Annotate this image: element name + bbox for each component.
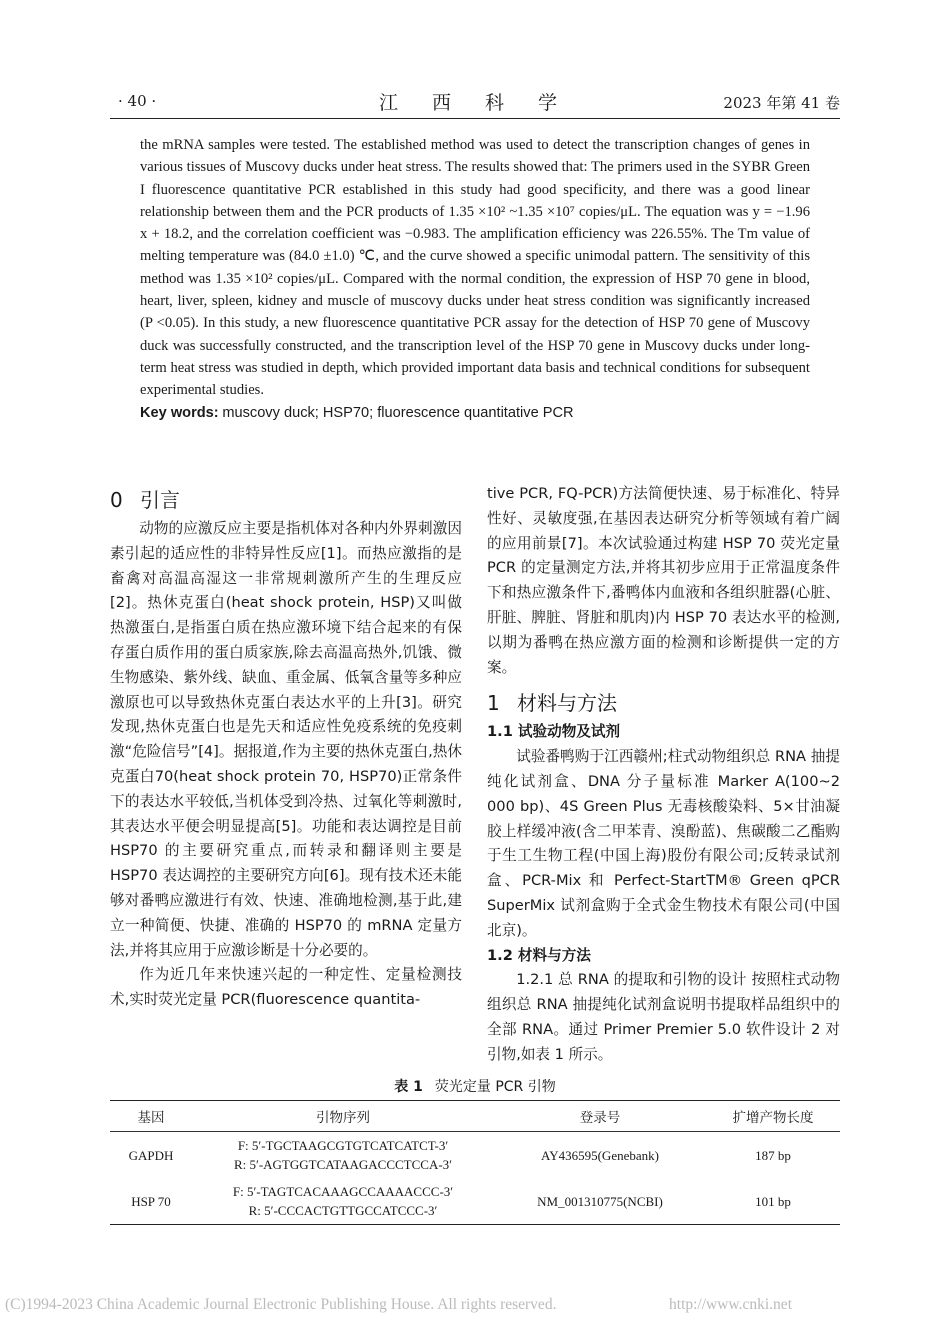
keywords-label: Key words: (140, 404, 219, 421)
section-0-title: 引言 (140, 488, 180, 512)
table-row (110, 1132, 840, 1179)
cell-primer (192, 1178, 494, 1225)
keywords (140, 402, 810, 424)
primer-reverse: R: 5′-CCCACTGTTGCCATCCC-3′ (248, 1203, 438, 1218)
abstract (140, 134, 810, 424)
th-gene: 基因 (110, 1101, 192, 1132)
cell-accession: NM_001310775(NCBI) (537, 1193, 663, 1209)
th-length: 扩增产物长度 (706, 1101, 840, 1132)
cell-accession: AY436595(Genebank) (541, 1147, 659, 1163)
table-caption (110, 1076, 840, 1096)
section-0-number: 0 (110, 488, 123, 512)
page-footer (0, 1296, 950, 1318)
journal-title: 江 西 科 学 (378, 92, 572, 114)
cell-gene: HSP 70 (131, 1193, 171, 1209)
section-1-heading (487, 688, 840, 718)
subsection-1-2-1-text: 1.2.1 总 RNA 的提取和引物的设计 按照柱式动物组织总 RNA 抽提纯化试剂盒说明书提取样品组织中的全部 RNA。通过 Primer Premier 5.0 软件设计 2 对引物,如表 1 所示。 (487, 971, 840, 1063)
subsection-1-1-title: 1.1 试验动物及试剂 (487, 723, 621, 741)
subsection-1-2-title: 1.2 材料与方法 (487, 946, 591, 964)
header-rule (110, 118, 840, 119)
primer-reverse: R: 5′-AGTGGTCATAAGACCCTCCA-3′ (233, 1157, 453, 1172)
primer-forward: F: 5′-TGCTAAGCGTGTCATCATCT-3′ (237, 1138, 449, 1153)
cnki-link[interactable]: http://www.cnki.net (669, 1296, 792, 1313)
primer-table (110, 1100, 840, 1225)
table-label: 表 1 (394, 1079, 423, 1095)
section-0-heading (110, 485, 462, 515)
section-1-title: 材料与方法 (517, 691, 617, 716)
table-row (110, 1178, 840, 1225)
issue-info: 2023 年第 41 卷 (723, 94, 840, 112)
th-primer: 引物序列 (192, 1101, 494, 1132)
th-accession: 登录号 (494, 1101, 706, 1132)
page-header (110, 88, 840, 116)
table-header-row (110, 1101, 840, 1132)
left-column (110, 485, 462, 1013)
right-column (487, 482, 840, 1068)
abstract-text: the mRNA samples were tested. The established method was used to detect the transcription changes of genes in various tissues of Muscovy ducks under heat stress. The results showed that: The primers used in the SYBR Green I fluorescence quantitative PCR established in this study had good specificity, and there was a good linear relationship between them and the PCR products of 1.35 ×10² ~1.35 ×10⁷ copies/μL. The equation was y = −1.96 x + 18.2, and the correlation coefficient was −0.983. The amplification efficiency was 226.55%. The Tm value of melting temperature was (84.0 ±1.0) ℃, and the curve showed a specific unimodal pattern. The sensitivity of this method was 1.35 ×10² copies/μL. Compared with the normal condition, the expression of HSP 70 gene in blood, heart, liver, spleen, kidney and muscle of muscovy ducks under heat stress condition was significantly increased (P <0.05). In this study, a new fluorescence quantitative PCR assay for the detection of HSP 70 gene of Muscovy duck was successfully constructed, and the transcription level of the HSP 70 gene in Muscovy ducks under long-term heat stress was studied in depth, which provided important data basis and technical conditions for subsequent experimental studies. (140, 137, 810, 399)
primer-forward: F: 5′-TAGTCACAAAGCCAAAACCC-3′ (232, 1184, 454, 1199)
cell-gene: GAPDH (128, 1147, 174, 1163)
intro-paragraph-2: 作为近几年来快速兴起的一种定性、定量检测技术,实时荧光定量 PCR(fluorescence quantita- (110, 966, 462, 1009)
section-1-number: 1 (487, 691, 500, 716)
intro-paragraph-1: 动物的应激反应主要是指机体对各种内外界刺激因素引起的适应性的非特异性反应[1]。而热应激指的是畜禽对高温高湿这一非常规刺激所产生的生理反应[2]。热休克蛋白(heat shock protein, HSP)又叫做热激蛋白,是指蛋白质在热应激环境下结合起来的有保存蛋白质作用的蛋白质家族,除去高温高热外,饥饿、微生物感染、紫外线、缺血、重金属、低氧含量等多种应激原也可以导致热休克蛋白表达水平的上升[3]。研究发现,热休克蛋白也是先天和适应性免疫系统的免疫刺激“危险信号”[4]。据报道,作为主要的热休克蛋白,热休克蛋白70(heat shock protein 70, HSP70)正常条件下的表达水平较低,当机体受到冷热、过氧化等刺激时,其表达水平便会明显提高[5]。功能和表达调控是目前 HSP70 的主要研究重点,而转录和翻译则主要是 HSP70 表达调控的主要研究方向[6]。现有技术还未能够对番鸭应激进行有效、快速、准确地检测,基于此,建立一种简便、快捷、准确的 HSP70 的 mRNA 定量方法,并将其应用于应激诊断是十分必要的。 (110, 520, 462, 959)
page-number: · 40 · (118, 92, 157, 110)
cell-length: 187 bp (755, 1147, 791, 1163)
copyright-notice: (C)1994-2023 China Academic Journal Electronic Publishing House. All rights reserved. (5, 1296, 557, 1313)
cell-length: 101 bp (755, 1193, 791, 1209)
intro-paragraph-2-cont: tive PCR, FQ-PCR)方法简便快速、易于标准化、特异性好、灵敏度强,在基因表达研究分析等领域有着广阔的应用前景[7]。本次试验通过构建 HSP 70 荧光定量 PCR 的定量测定方法,并将其初步应用于正常温度条件下和热应激条件下,番鸭体内血液和各组织脏器(心脏、肝脏、脾脏、肾脏和肌肉)内 HSP 70 表达水平的检测,以期为番鸭在热应激方面的检测和诊断提供一定的方案。 (487, 485, 840, 676)
keywords-text: muscovy duck; HSP70; fluorescence quantitative PCR (222, 404, 574, 421)
subsection-1-1-text: 试验番鸭购于江西赣州;柱式动物组织总 RNA 抽提纯化试剂盒、DNA 分子量标准 Marker A(100~2 000 bp)、4S Green Plus 无毒核酸染料、5×甘油凝胶上样缓冲液(含二甲苯青、溴酚蓝)、焦碳酸二乙酯购于生工生物工程(中国上海)股份有限公司;反转录试剂盒、PCR-Mix 和 Perfect-StartTM® Green qPCR SuperMix 试剂盒购于全式金生物技术有限公司(中国北京)。 (487, 748, 840, 939)
table-title: 荧光定量 PCR 引物 (434, 1079, 556, 1095)
cell-primer (192, 1132, 494, 1179)
